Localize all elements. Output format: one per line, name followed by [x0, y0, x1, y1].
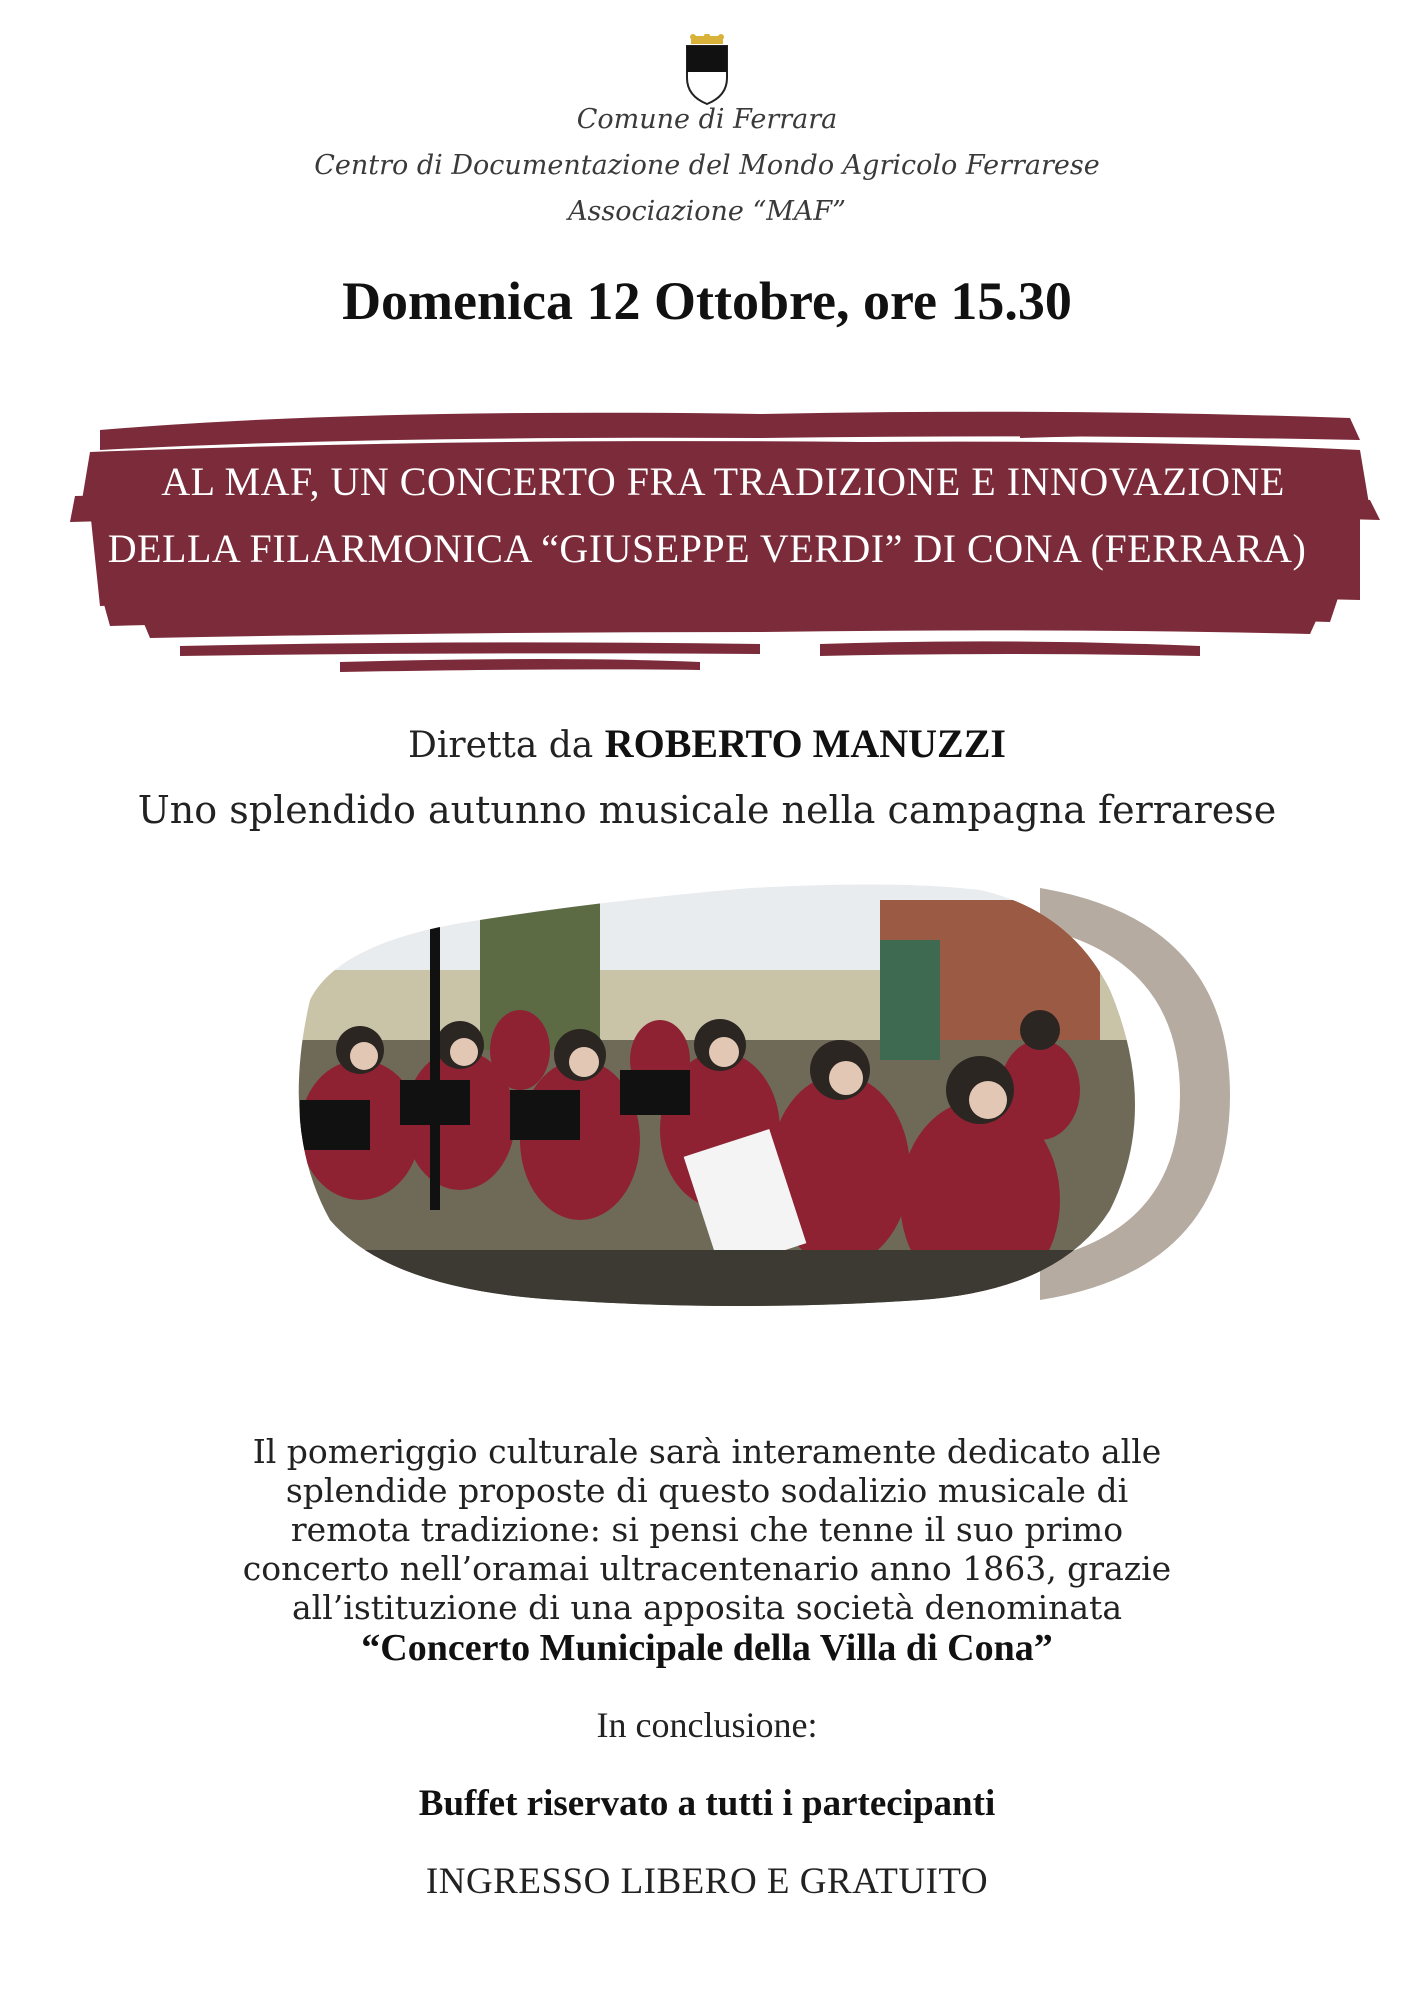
event-date-heading: Domenica 12 Ottobre, ore 15.30	[342, 271, 1072, 331]
buffet-note: Buffet riservato a tutti i partecipanti	[418, 1783, 996, 1824]
description-line: concerto nell’oramai ultracentenario anno 1863, grazie	[242, 1549, 1172, 1588]
description-line: splendide proposte di questo sodalizio musicale di	[285, 1471, 1129, 1510]
description-paragraph	[0, 1432, 1414, 1627]
banner-title-line-2: DELLA FILARMONICA “GIUSEPPE VERDI” DI CONA (FERRARA)	[107, 526, 1307, 571]
description-line: Il pomeriggio culturale sarà interamente dedicato alle	[252, 1432, 1162, 1471]
org-line-municipality: Comune di Ferrara	[576, 104, 838, 135]
description-line: remota tradizione: si pensi che tenne il suo primo	[290, 1510, 1124, 1549]
directed-by-line	[0, 720, 1414, 767]
description-line: all’istituzione di una apposita società denominata	[292, 1588, 1122, 1627]
directed-by-prefix: Diretta da	[408, 725, 594, 766]
event-subtitle: Uno splendido autunno musicale nella campagna ferrarese	[137, 788, 1277, 832]
conclusion-label: In conclusione:	[596, 1705, 818, 1745]
free-entry-note: INGRESSO LIBERO E GRATUITO	[425, 1861, 989, 1902]
org-line-documentation-center: Centro di Documentazione del Mondo Agricolo Ferrarese	[314, 150, 1100, 181]
banner-title-line-1: AL MAF, UN CONCERTO FRA TRADIZIONE E INNOVAZIONE	[161, 459, 1285, 504]
org-line-association: Associazione “MAF”	[568, 196, 846, 227]
conductor-name: ROBERTO MANUZZI	[604, 721, 1006, 766]
society-name: “Concerto Municipale della Villa di Cona”	[361, 1627, 1053, 1669]
band-photo	[280, 880, 1240, 1310]
coat-of-arms-icon	[677, 34, 737, 106]
